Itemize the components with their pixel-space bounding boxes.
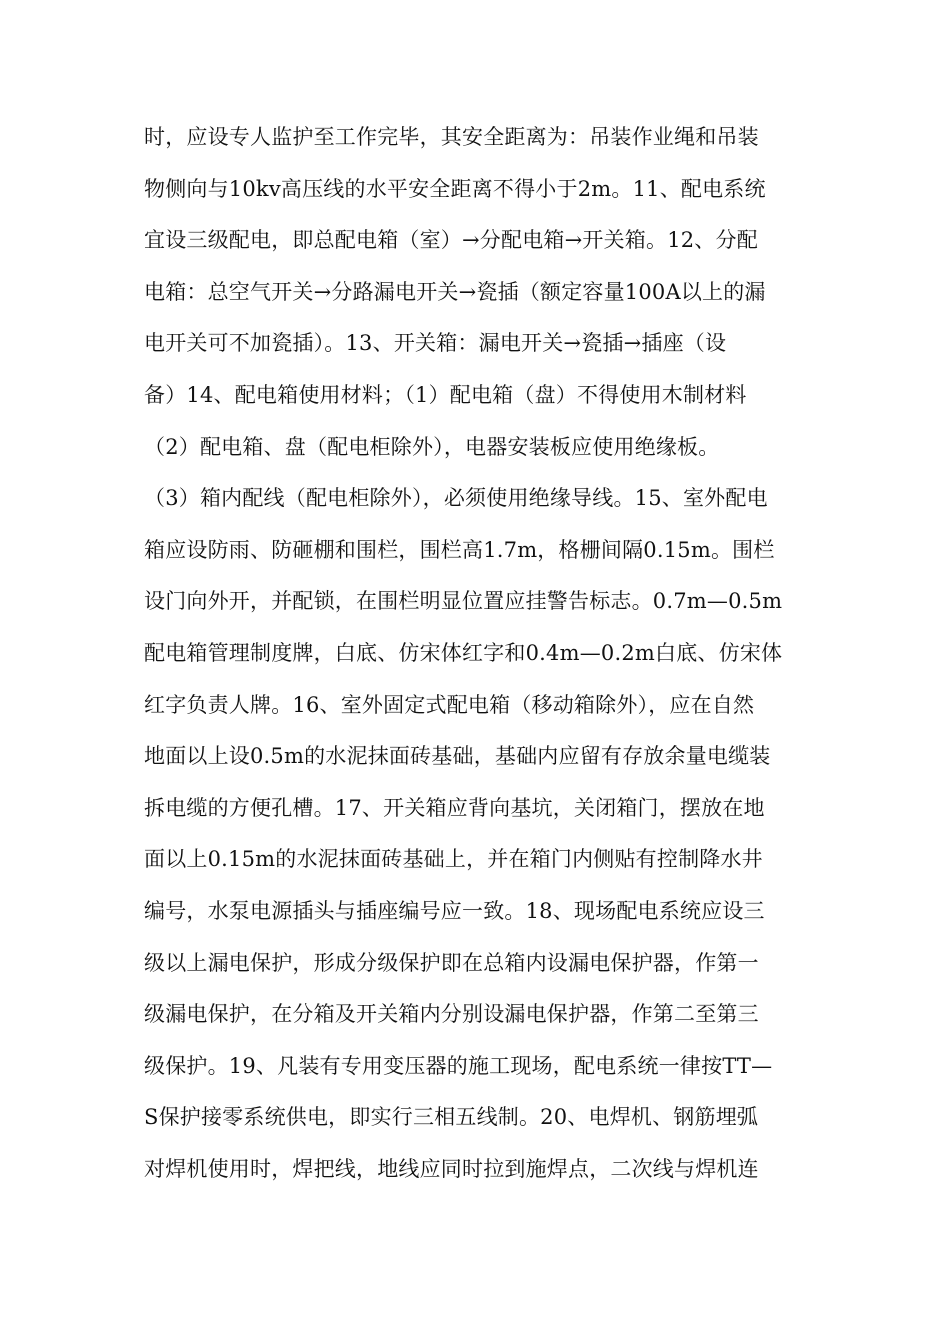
- text-line-16: 编号，水泵电源插头与插座编号应一致。18、现场配电系统应设三: [144, 898, 765, 923]
- text-line-18: 级漏电保护，在分箱及开关箱内分别设漏电保护器，作第二至第三: [144, 1002, 759, 1027]
- text-line-21: 对焊机使用时，焊把线，地线应同时拉到施焊点，二次线与焊机连: [144, 1156, 759, 1181]
- text-line-10: 设门向外开，并配锁，在围栏明显位置应挂警告标志。0.7m—0.5m: [144, 589, 783, 614]
- text-line-9: 箱应设防雨、防砸棚和围栏，围栏高1.7m，格栅间隔0.15m。围栏: [144, 537, 775, 562]
- text-line-13: 地面以上设0.5m的水泥抹面砖基础，基础内应留有存放余量电缆装: [144, 744, 771, 769]
- body-text: [144, 115, 814, 1198]
- text-line-15: 面以上0.15m的水泥抹面砖基础上，并在箱门内侧贴有控制降水井: [144, 847, 763, 872]
- text-line-2: 物侧向与10kv高压线的水平安全距离不得小于2m。11、配电系统: [144, 176, 766, 201]
- text-line-20: S保护接零系统供电，即实行三相五线制。20、电焊机、钢筋埋弧: [144, 1105, 759, 1130]
- text-line-4: 电箱：总空气开关→分路漏电开关→瓷插（额定容量100A以上的漏: [144, 279, 766, 304]
- text-line-3: 宜设三级配电，即总配电箱（室）→分配电箱→开关箱。12、分配: [144, 228, 758, 253]
- text-line-17: 级以上漏电保护，形成分级保护即在总箱内设漏电保护器，作第一: [144, 950, 759, 975]
- text-line-8: （3）箱内配线（配电柜除外），必须使用绝缘导线。15、室外配电: [144, 486, 768, 511]
- text-line-12: 红字负责人牌。16、室外固定式配电箱（移动箱除外），应在自然: [144, 692, 755, 717]
- text-line-14: 拆电缆的方便孔槽。17、开关箱应背向基坑，关闭箱门，摆放在地: [144, 795, 765, 820]
- text-line-11: 配电箱管理制度牌，白底、仿宋体红字和0.4m—0.2m白底、仿宋体: [144, 640, 783, 665]
- text-line-19: 级保护。19、凡装有专用变压器的施工现场，配电系统一律按TT—: [144, 1053, 773, 1078]
- text-line-1: 时，应设专人监护至工作完毕，其安全距离为：吊装作业绳和吊装: [144, 125, 759, 149]
- text-line-6: 备）14、配电箱使用材料；（1）配电箱（盘）不得使用木制材料: [144, 382, 747, 407]
- text-line-5: 电开关可不加瓷插）。13、开关箱：漏电开关→瓷插→插座（设: [144, 331, 727, 356]
- text-line-7: （2）配电箱、盘（配电柜除外），电器安装板应使用绝缘板。: [144, 434, 720, 459]
